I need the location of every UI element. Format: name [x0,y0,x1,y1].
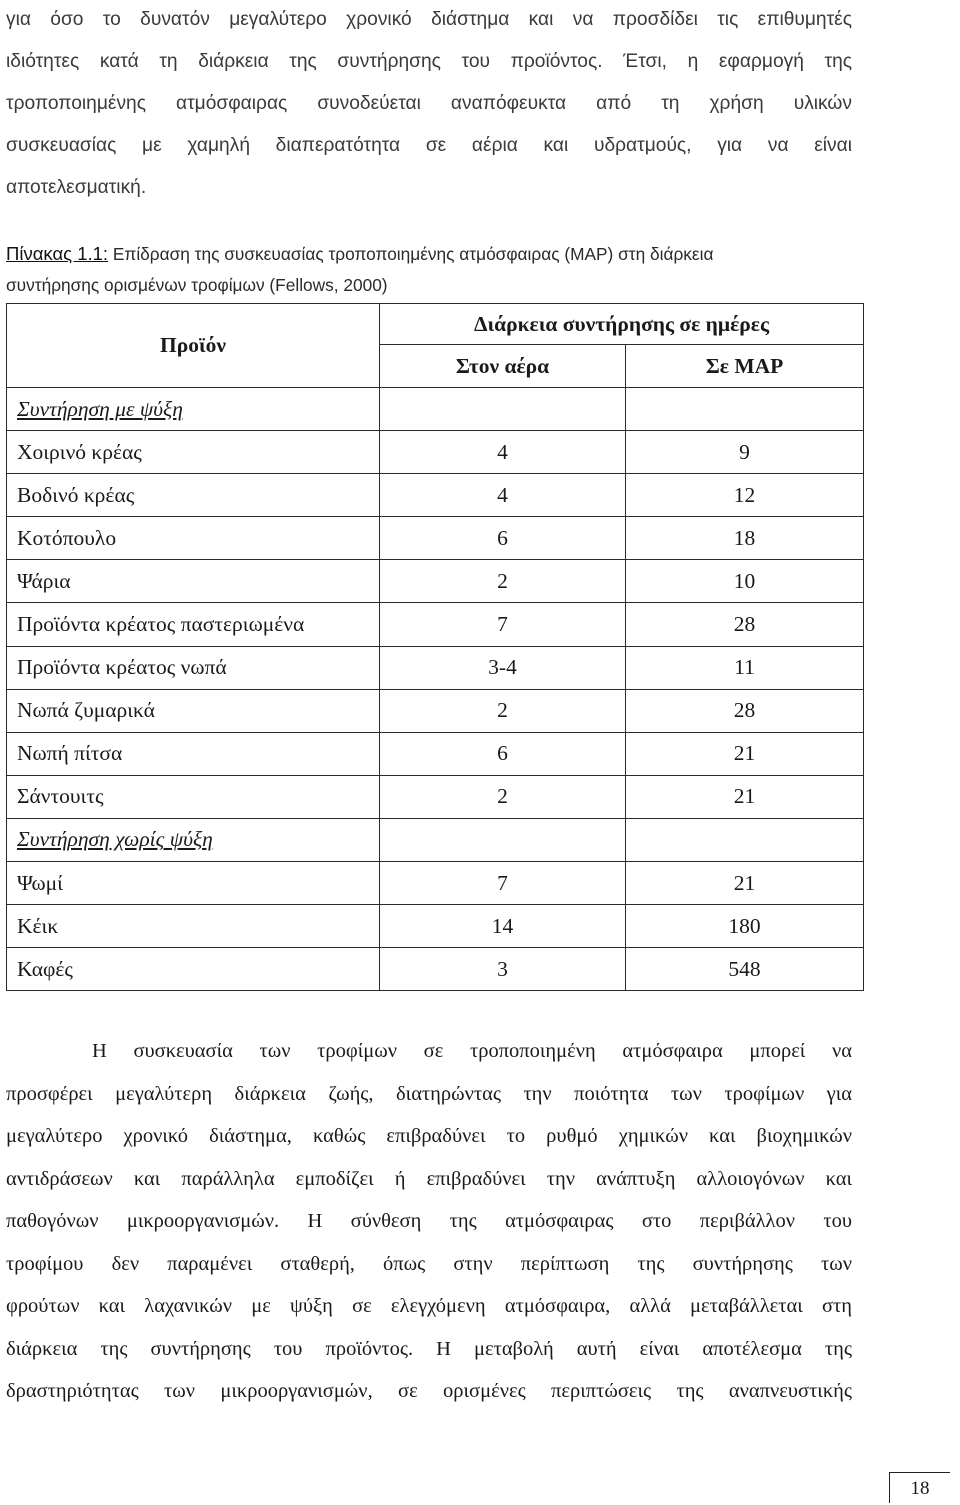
section-chilled-label: Συντήρηση με ψύξη [7,388,380,431]
header-in-air: Στον αέρα [380,345,626,388]
header-duration: Διάρκεια συντήρησης σε ημέρες [380,304,864,345]
body-line: αντιδράσεων και παράλληλα εμποδίζει ή επιβραδύνει την ανάπτυξη αλλοιογόνων και [6,1167,852,1190]
intro-line: για όσο το δυνατόν μεγαλύτερο χρονικό διάστημα και να προσδίδει τις επιθυμητές [6,9,852,30]
product-name: Κέικ [7,905,380,948]
intro-line: ιδιότητες κατά τη διάρκεια της συντήρησης του προϊόντος. Έτσι, η εφαρμογή της [6,51,852,72]
days-in-map: 10 [626,560,864,603]
product-name: Ψωμί [7,862,380,905]
days-in-map: 18 [626,517,864,560]
empty-cell [626,818,864,861]
intro-line: συσκευασίας με χαμηλή διαπερατότητα σε αέρια και υδρατμούς, για να είναι [6,135,852,156]
table-row [7,560,864,603]
body-line: τροφίμου δεν παραμένει σταθερή, όπως στην περίπτωση της συντήρησης των [6,1252,852,1275]
product-name: Κοτόπουλο [7,517,380,560]
product-name: Προϊόντα κρέατος νωπά [7,646,380,689]
body-line: δραστηριότητας των μικροοργανισμών, σε ορισμένες περιπτώσεις της αναπνευστικής [6,1380,852,1402]
product-name: Ψάρια [7,560,380,603]
section-row-ambient [7,818,864,861]
days-in-air: 7 [380,862,626,905]
body-line: μεγαλύτερο χρονικό διάστημα, καθώς επιβραδύνει το ρυθμό χημικών και βιοχημικών [6,1125,852,1147]
product-name: Νωπά ζυμαρικά [7,689,380,732]
product-name: Νωπή πίτσα [7,732,380,775]
product-name: Σάντουιτς [7,775,380,818]
days-in-map: 21 [626,862,864,905]
body-line: διάρκεια της συντήρησης του προϊόντος. Η μεταβολή αυτή είναι αποτέλεσμα της [6,1337,852,1360]
caption-text-2: συντήρησης ορισμένων τροφίμων (Fellows, 2000) [6,275,388,295]
days-in-map: 180 [626,905,864,948]
intro-paragraph [6,0,852,210]
table-row [7,905,864,948]
header-product: Προϊόν [7,304,380,388]
table-row [7,517,864,560]
days-in-map: 9 [626,431,864,474]
body-line: φρούτων και λαχανικών με ψύξη σε ελεγχόμενη ατμόσφαιρα, αλλά μεταβάλλεται στη [6,1295,852,1317]
days-in-map: 548 [626,948,864,991]
days-in-map: 28 [626,603,864,646]
days-in-air: 6 [380,517,626,560]
intro-line: αποτελεσματική. [6,177,147,198]
days-in-air: 4 [380,474,626,517]
days-in-air: 2 [380,689,626,732]
product-name: Βοδινό κρέας [7,474,380,517]
days-in-air: 4 [380,431,626,474]
caption-text-1: Επίδραση της συσκευασίας τροποποιημένης ατμόσφαιρας (MAP) στη διάρκεια [112,244,714,264]
body-paragraph [6,1030,852,1413]
days-in-air: 2 [380,775,626,818]
product-name: Καφές [7,948,380,991]
empty-cell [380,388,626,431]
page-number: 18 [889,1472,950,1503]
table-row [7,775,864,818]
body-line: προσφέρει μεγαλύτερη διάρκεια ζωής, διατηρώντας την ποιότητα των τροφίμων για [6,1082,852,1105]
intro-line: τροποποιημένης ατμόσφαιρας συνοδεύεται αναπόφευκτα από τη χρήση υλικών [6,93,852,114]
table-row [7,948,864,991]
shelf-life-table [6,303,864,991]
table-row [7,431,864,474]
caption-line-1 [6,238,856,270]
caption-label: Πίνακας 1.1: [6,243,109,264]
days-in-map: 21 [626,775,864,818]
section-ambient-label: Συντήρηση χωρίς ψύξη [7,818,380,861]
table-header-row [7,304,864,345]
table-row [7,732,864,775]
table-row [7,603,864,646]
empty-cell [380,818,626,861]
body-line: Η συσκευασία των τροφίμων σε τροποποιημένη ατμόσφαιρα μπορεί να [92,1040,852,1062]
section-row-chilled [7,388,864,431]
days-in-air: 7 [380,603,626,646]
table-row [7,646,864,689]
product-name: Χοιρινό κρέας [7,431,380,474]
days-in-air: 3 [380,948,626,991]
days-in-air: 2 [380,560,626,603]
days-in-map: 21 [626,732,864,775]
table-row [7,689,864,732]
empty-cell [626,388,864,431]
days-in-map: 28 [626,689,864,732]
table-row [7,862,864,905]
days-in-map: 12 [626,474,864,517]
table-row [7,474,864,517]
header-in-map: Σε MAP [626,345,864,388]
body-line: παθογόνων μικροοργανισμών. Η σύνθεση της ατμόσφαιρας στο περιβάλλον του [6,1210,852,1232]
days-in-map: 11 [626,646,864,689]
product-name: Προϊόντα κρέατος παστεριωμένα [7,603,380,646]
days-in-air: 6 [380,732,626,775]
table-caption [6,238,856,301]
days-in-air: 3-4 [380,646,626,689]
days-in-air: 14 [380,905,626,948]
